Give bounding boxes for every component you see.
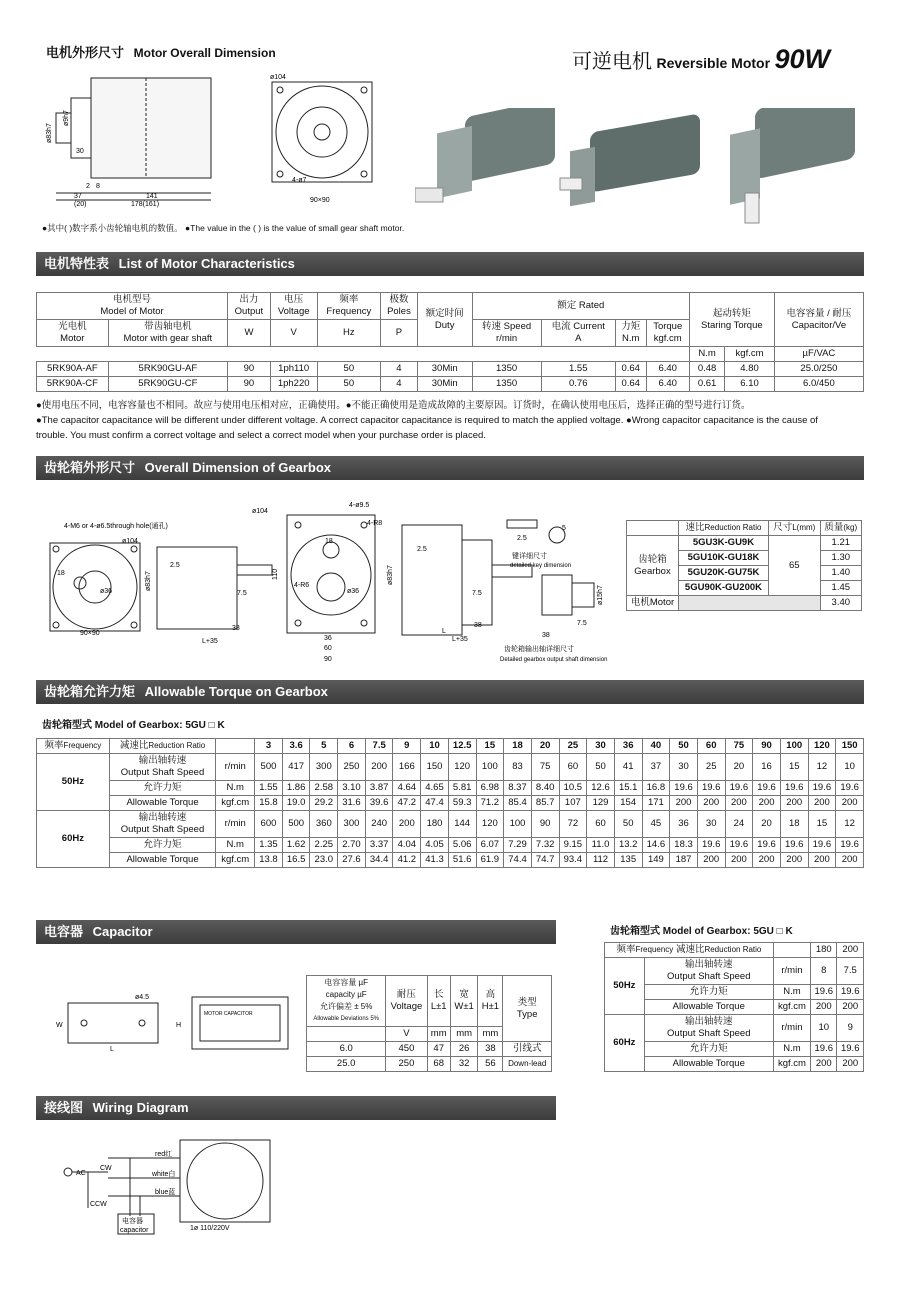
ratio-header: 50 xyxy=(670,739,698,754)
wiring-bar-en: Wiring Diagram xyxy=(92,1100,189,1115)
ratio-header: 100 xyxy=(780,739,808,754)
dim-37: 37 xyxy=(74,193,82,200)
characteristics-bar xyxy=(36,252,864,276)
capacitor-table: 电容容量 µF capacity µF 允许偏差 ± 5% Allowable Deviations 5% 耐压 Voltage 长 L±1 宽 W±1 高 H±1 类型 Type V mm mm mm 6.0 450 47 26 38 引线式 25.0 250 68 32 56 Down-lead xyxy=(306,975,552,1072)
wiring-ac: AC xyxy=(76,1170,86,1177)
dim-size: 90×90 xyxy=(310,197,330,204)
gb-d15: ø15h7 xyxy=(597,585,604,605)
u-start-nm: N.m xyxy=(689,347,724,362)
motor-dimension-title xyxy=(46,42,276,61)
capacitor-bar xyxy=(36,920,556,944)
ratio-header: 3 xyxy=(255,739,283,754)
gb-key-cn: 键详细尺寸 xyxy=(512,553,547,560)
gb-75-a: 7.5 xyxy=(237,590,247,597)
ratio-header: 40 xyxy=(642,739,670,754)
table-row: 允许力矩 N.m 1.55 1.86 2.58 3.10 3.87 4.64 4.65 5.81 6.98 8.37 8.40 10.5 12.6 15.1 16.8 19.6 19.6 19.6 19.6 19.6 19.6 19.6 xyxy=(37,781,864,796)
dim-d104: ø104 xyxy=(270,74,286,81)
dim-d83h7: ø83h7 xyxy=(46,123,53,143)
dimension-note xyxy=(42,222,404,234)
ratio-header: 25 xyxy=(559,739,587,754)
ratio-header: 30 xyxy=(587,739,615,754)
gb-d83-b: ø83h7 xyxy=(387,565,394,585)
gb-25-b: 2.5 xyxy=(417,546,427,553)
wiring-bar-cn: 接线图 xyxy=(44,1100,84,1115)
gb-d83-a: ø83h7 xyxy=(145,571,152,591)
dimension-note-en: ●The value in the ( ) is the value of small gear shaft motor. xyxy=(185,223,405,233)
characteristics-bar-cn: 电机特性表 xyxy=(44,256,110,271)
wiring-cw: CW xyxy=(100,1165,112,1172)
h-speed: 转速 Speed r/min xyxy=(472,320,541,347)
ratio-header: 3.6 xyxy=(282,739,310,754)
table-row: Allowable Torque kgf.cm 15.8 19.0 29.2 31.6 39.6 47.2 47.4 59.3 71.2 85.4 85.7 107 129 154 171 200 200 200 200 200 200 200 xyxy=(37,796,864,811)
gb-75-c: 7.5 xyxy=(577,620,587,627)
wiring-phase: 1ø 110/220V xyxy=(190,1225,230,1232)
h-gear-motor: 带齿轴电机 Motor with gear shaft xyxy=(108,320,227,347)
h-ratio: 减速比Reduction Ratio xyxy=(109,739,216,754)
table-row: 25.0 250 68 32 56 Down-lead xyxy=(307,1057,552,1072)
characteristics-table xyxy=(36,292,864,392)
dim-8: 8 xyxy=(96,183,100,190)
h-capacitor: 电容容量 / 耐压 Capacitor/Ve xyxy=(774,293,863,347)
note-cn: ●使用电压不同，电容容量也不相同。故应与使用电压相对应，正确使用。●不能正确使用是造成故障的主要原因。订货时，在确认使用电压后，选择正确的型号进行订货。 xyxy=(36,400,751,411)
torque-bar xyxy=(36,680,864,704)
dim-141: 141 xyxy=(146,193,158,200)
gb-110: 110 xyxy=(272,568,279,580)
dim-2: 2 xyxy=(86,183,90,190)
gb-d95: 4-ø9.5 xyxy=(349,502,370,509)
gb-l35-b: L+35 xyxy=(452,636,468,643)
gb-hole-note: 4-M6 or 4-ø6.5through hole(通孔) xyxy=(64,523,168,530)
gb-60: 60 xyxy=(324,645,332,652)
table-row: 5RK90A-AF 5RK90GU-AF 90 1ph110 50 4 30Min 1350 1.55 0.64 6.40 0.48 4.80 25.0/250 xyxy=(37,362,864,377)
gearbox-bar-en: Overall Dimension of Gearbox xyxy=(144,460,332,475)
gb-38-a: 38 xyxy=(232,625,240,632)
gb-18-b: 18 xyxy=(325,538,333,545)
ratio-header: 20 xyxy=(531,739,559,754)
gearbox-drawings xyxy=(42,495,612,675)
h-motor: 光电机 Motor xyxy=(37,320,109,347)
note-en-1: ●The capacitor capacitance will be different under different voltage. A correct capacitor capacitance is required to match the applied voltage. ●Wrong capacitor capacitance is the cause of xyxy=(36,415,818,426)
motor-side-drawing xyxy=(36,68,236,208)
ratio-header: 60 xyxy=(697,739,725,754)
gb-25-a: 2.5 xyxy=(170,562,180,569)
u-output: W xyxy=(228,320,271,347)
wiring-bar xyxy=(36,1096,556,1120)
u-poles: P xyxy=(381,320,418,347)
characteristics-notes xyxy=(36,398,872,443)
gb-5: 5 xyxy=(562,525,566,532)
characteristics-bar-en: List of Motor Characteristics xyxy=(118,256,295,271)
gb-38-b: 38 xyxy=(474,622,482,629)
ratio-header: 36 xyxy=(614,739,642,754)
gb-r88: 4-R8 xyxy=(367,520,383,527)
wiring-diagram xyxy=(60,1130,280,1240)
table-row: Allowable Torque kgf.cm 13.8 16.5 23.0 27.6 34.4 41.2 41.3 51.6 61.9 74.4 74.7 93.4 112 135 149 187 200 200 200 200 200 200 xyxy=(37,853,864,868)
gb-90: 90 xyxy=(324,656,332,663)
cap-l: L xyxy=(110,1046,114,1053)
motor-front-drawing xyxy=(262,70,382,208)
torque-table xyxy=(36,738,864,868)
torque2-table: 频率Frequency 减速比Reduction Ratio 180 200 50Hz 输出轴转速 Output Shaft Speed r/min 8 7.5 允许力矩 N.m 19.6 19.6 Allowable Torque kgf.cm 200 200 60Hz 输出轴转速 Output Shaft Speed r/min 10 9 允许力矩 N.m 19.6 19.6 Allowable Torque kgf.cm 200 200 xyxy=(604,942,864,1072)
ratio-header: 120 xyxy=(808,739,836,754)
torque2-model-label: 齿轮箱型式 Model of Gearbox: 5GU □ K xyxy=(610,926,793,937)
h-duty: 额定时间 Duty xyxy=(417,293,472,347)
h-ratio: 速比Reduction Ratio xyxy=(679,521,769,536)
wire-white: white白 xyxy=(152,1171,176,1178)
u-start-kgf: kgf.cm xyxy=(725,347,775,362)
h-current: 电流 Current A xyxy=(541,320,615,347)
wire-red: red红 xyxy=(155,1151,173,1158)
motor-dimension-title-cn: 电机外形尺寸 xyxy=(46,45,125,60)
capacitor-drawing xyxy=(50,985,290,1055)
u-voltage: V xyxy=(270,320,317,347)
gb-d104-a: ø104 xyxy=(122,538,138,545)
h-torque-kgf: Torque kgf.cm xyxy=(646,320,689,347)
dimension-note-cn: ●其中( )数字系小齿轮轴电机的数值。 xyxy=(42,223,183,233)
motor-power: 90W xyxy=(774,44,831,74)
gb-38-c: 38 xyxy=(542,632,550,639)
cap-label: MOTOR CAPACITOR xyxy=(204,1011,253,1017)
ratio-header: 10 xyxy=(421,739,449,754)
wiring-cap-en: capacitor xyxy=(120,1227,149,1234)
ratio-header: 12.5 xyxy=(448,739,476,754)
u-freq: Hz xyxy=(317,320,381,347)
h-torque-nm: 力矩 N.m xyxy=(615,320,646,347)
gb-r6: 4-R6 xyxy=(294,582,310,589)
h-frequency-ratio: 频率Frequency 减速比Reduction Ratio xyxy=(605,943,774,958)
gearbox-mass-table: 速比Reduction Ratio 尺寸L(mm) 质量(kg) 齿轮箱 Gearbox 5GU3K-GU9K 65 1.21 5GU10K-GU18K 1.30 5GU20K-GU75K 1.40 5GU90K-GU200K 1.45 电机Motor 3.40 xyxy=(626,520,862,611)
cap-d45: ø4.5 xyxy=(135,994,150,1001)
dim-20: (20) xyxy=(74,201,87,208)
gb-l35-a: L+35 xyxy=(202,638,218,645)
h-wid: 宽 W±1 xyxy=(450,976,477,1027)
h-starting: 起动转矩 Staring Torque xyxy=(689,293,774,347)
table-row: 6.0 450 47 26 38 引线式 xyxy=(307,1042,552,1057)
l-value: 65 xyxy=(768,536,820,596)
h-cap: 电容容量 µF capacity µF 允许偏差 ± 5% Allowable Deviations 5% xyxy=(307,976,386,1027)
wiring-ccw: CCW xyxy=(90,1201,107,1208)
h-output: 出力 Output xyxy=(228,293,271,320)
ratio-header: 150 xyxy=(836,739,864,754)
wiring-cap-cn: 电容器 xyxy=(122,1218,143,1225)
h-hgt: 高 H±1 xyxy=(478,976,503,1027)
capacitor-bar-cn: 电容器 xyxy=(44,924,84,939)
gb-l: L xyxy=(442,628,446,635)
gb-d36-b: ø36 xyxy=(347,588,360,595)
motor-mass: 3.40 xyxy=(820,596,861,611)
h-len: 长 L±1 xyxy=(427,976,450,1027)
wire-blue: blue蓝 xyxy=(155,1189,176,1196)
h-mass: 质量(kg) xyxy=(820,521,861,536)
ratio-header: 6 xyxy=(338,739,366,754)
dim-178: 178(161) xyxy=(131,201,160,208)
gearbox-bar-cn: 齿轮箱外形尺寸 xyxy=(44,460,136,475)
gb-18-a: 18 xyxy=(57,570,65,577)
page-title-en: Reversible Motor xyxy=(656,55,771,71)
h-frequency: 频率 Frequency xyxy=(317,293,381,320)
ratio-header: 18 xyxy=(504,739,532,754)
h-size: 尺寸L(mm) xyxy=(768,521,820,536)
gb-25-c: 2.5 xyxy=(517,535,527,542)
page-title-cn: 可逆电机 xyxy=(572,51,652,73)
cap-h: H xyxy=(176,1022,182,1029)
ratio-header: 15 xyxy=(476,739,504,754)
gb-75-b: 7.5 xyxy=(472,590,482,597)
h-type: 类型 Type xyxy=(503,976,552,1042)
ratio-header: 75 xyxy=(725,739,753,754)
motor-label: 电机Motor xyxy=(627,596,679,611)
cap-w: W xyxy=(56,1022,63,1029)
u-cap: µF/VAC xyxy=(774,347,863,362)
table-row: 50Hz 输出轴转速 Output Shaft Speed r/min 500 417 300 250 200 166 150 120 100 83 75 60 50 41 37 30 25 20 16 15 12 10 xyxy=(37,754,864,781)
page-title xyxy=(572,44,830,75)
gb-key-en: detailed key dimension xyxy=(510,563,572,569)
table-row: 60Hz 输出轴转速 Output Shaft Speed r/min 600 500 360 300 240 200 180 144 120 100 90 72 60 50 45 36 30 24 20 18 15 12 xyxy=(37,811,864,838)
h-model: 电机型号 Model of Motor xyxy=(37,293,228,320)
h-voltage: 电压 Voltage xyxy=(270,293,317,320)
torque-bar-en: Allowable Torque on Gearbox xyxy=(144,684,328,699)
gb-size-a: 90×90 xyxy=(80,630,100,637)
torque-bar-cn: 齿轮箱允许力矩 xyxy=(44,684,136,699)
h-frequency: 频率Frequency xyxy=(37,739,110,754)
gearbox-label: 齿轮箱 Gearbox xyxy=(627,536,679,596)
note-en-2: trouble. You must confirm a correct voltage and select a correct model when your purchase order is placed. xyxy=(36,430,486,441)
ratio-header: 9 xyxy=(393,739,421,754)
dim-d9h7: ø9h7 xyxy=(63,110,70,126)
gearbox-dimension-bar xyxy=(36,456,864,480)
capacitor-bar-en: Capacitor xyxy=(92,924,153,939)
gb-36: 36 xyxy=(324,635,332,642)
h-rated: 额定 Rated xyxy=(472,293,689,320)
ratio-header: 7.5 xyxy=(365,739,393,754)
gb-d104-b: ø104 xyxy=(252,508,268,515)
table-row: 允许力矩 N.m 1.35 1.62 2.25 2.70 3.37 4.04 4.05 5.06 6.07 7.29 7.32 9.15 11.0 13.2 14.6 18.3 19.6 19.6 19.6 19.6 19.6 19.6 xyxy=(37,838,864,853)
dim-holes: 4-ø7 xyxy=(292,177,307,184)
ratio-header: 90 xyxy=(753,739,781,754)
gb-shaft-cn: 齿轮箱输出轴详细尺寸 xyxy=(504,646,574,653)
motor-photos xyxy=(415,108,875,238)
h-poles: 极数 Poles xyxy=(381,293,418,320)
h-volt: 耐压 Voltage xyxy=(386,976,427,1027)
torque-model-label: 齿轮箱型式 Model of Gearbox: 5GU □ K xyxy=(42,720,225,731)
gb-d36-a: ø36 xyxy=(100,588,113,595)
ratio-header: 5 xyxy=(310,739,338,754)
gb-shaft-en: Detailed gearbox output shaft dimension xyxy=(500,657,608,663)
dim-30: 30 xyxy=(76,148,84,155)
table-row: 5RK90A-CF 5RK90GU-CF 90 1ph220 50 4 30Min 1350 0.76 0.64 6.40 0.61 6.10 6.0/450 xyxy=(37,377,864,392)
motor-dimension-title-en: Motor Overall Dimension xyxy=(133,46,276,60)
